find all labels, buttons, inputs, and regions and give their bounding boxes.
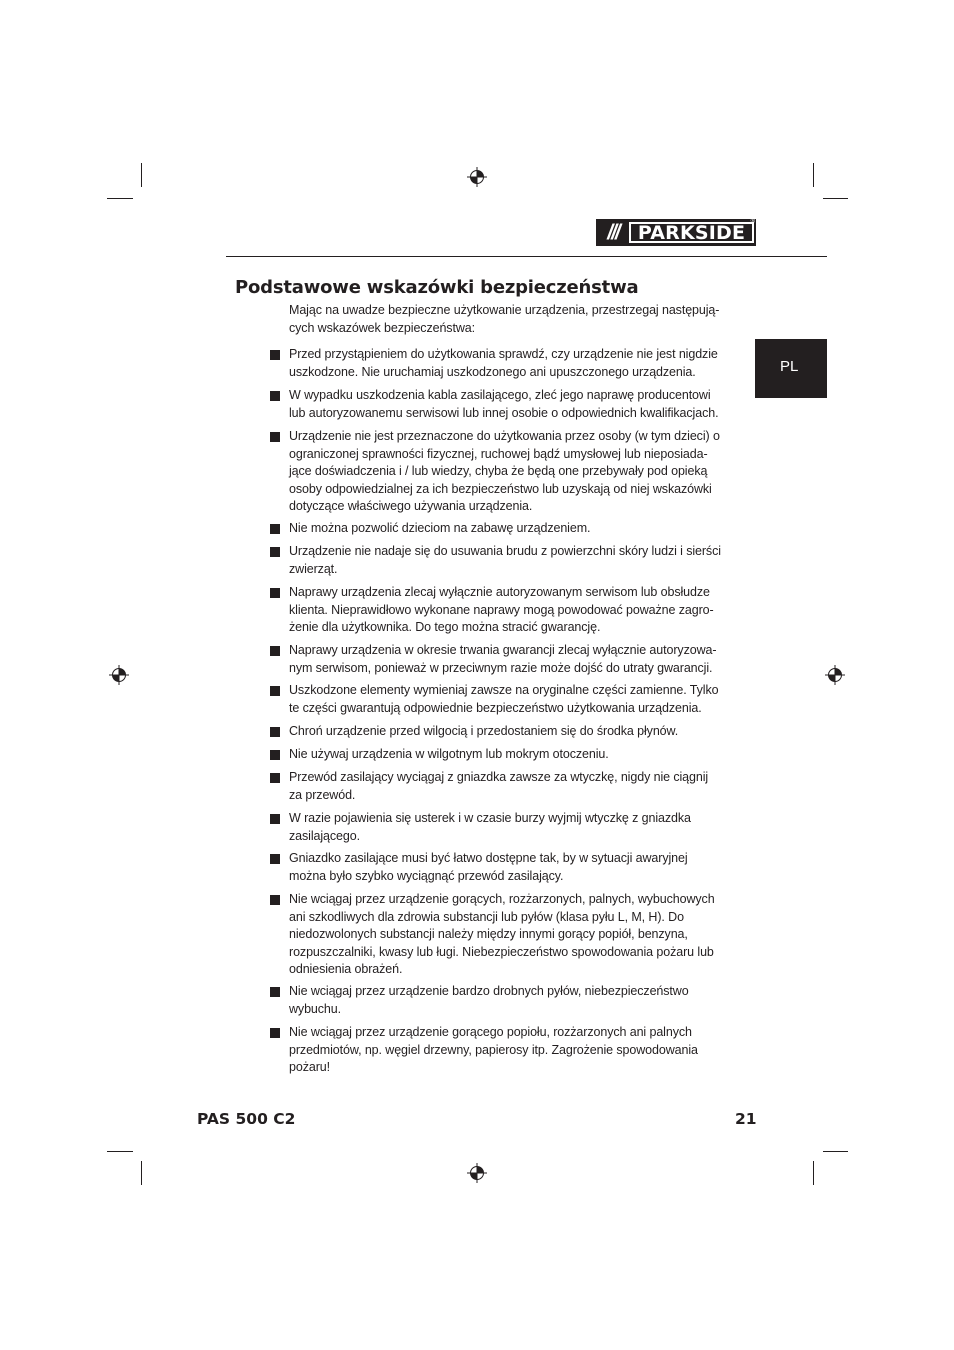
bullet-square-icon xyxy=(270,854,280,864)
list-item-text: Naprawy urządzenia zlecaj wyłącznie autoryzowanym serwisom lub obsłudze klienta. Nieprawidłowo wykonane naprawy mogą powodować poważne zagro- żenie dla użytkownika. Do tego można stracić gwarancję. xyxy=(289,585,714,635)
bullet-square-icon xyxy=(270,814,280,824)
list-item-text: Nie wciągaj przez urządzenie gorących, rozżarzonych, palnych, wybuchowych ani szkodliwych dla zdrowia substancji lub pyłów (klasa pyłu L, M, H). Do niedozwolonych substancji należy między innymi gorący popiół, benzyna, rozpuszczalniki, kwasy lub ługi. Niebezpieczeństwo spowodowania pożaru lub odniesienia obrażeń. xyxy=(289,892,715,977)
bullet-square-icon xyxy=(270,646,280,656)
crop-mark xyxy=(823,198,848,199)
registration-mark-icon xyxy=(109,665,129,685)
list-item-text: Urządzenie nie jest przeznaczone do użytkowania przez osoby (w tym dzieci) o ograniczonej sprawności fizycznej, ruchowej bądź umysłowej lub nieposiada- jące doświadczenia i / lub wiedzy, chyba że będą one przebywały pod opieką osoby odpowiedzialnej za ich bezpieczeństwo lub uzyskają od niej wskazówki dotyczące właściwego używania urządzenia. xyxy=(289,429,720,514)
crop-mark xyxy=(813,1161,814,1185)
language-tab: PL xyxy=(755,339,827,398)
crop-mark xyxy=(107,1151,133,1152)
crop-mark xyxy=(107,198,133,199)
list-item-text: Gniazdko zasilające musi być łatwo dostępne tak, by w sytuacji awaryjnej można było szybko wyciągnąć przewód zasilający. xyxy=(289,851,688,883)
crop-mark xyxy=(813,163,814,187)
list-item-text: Naprawy urządzenia w okresie trwania gwarancji zlecaj wyłącznie autoryzowa- nym serwisom, ponieważ w przeciwnym razie może dojść do utraty gwarancji. xyxy=(289,643,717,675)
list-item-text: Przed przystąpieniem do użytkowania sprawdź, czy urządzenie nie jest nigdzie uszkodzone. Nie uruchamiaj uszkodzonego ani upuszczonego urządzenia. xyxy=(289,347,718,379)
list-item-text: Nie używaj urządzenia w wilgotnym lub mokrym otoczeniu. xyxy=(289,747,609,761)
list-item-text: Nie można pozwolić dzieciom na zabawę urządzeniem. xyxy=(289,521,591,535)
brand-logo xyxy=(596,219,756,246)
intro-paragraph: Mając na uwadze bezpieczne użytkowanie urządzenia, przestrzegaj następują- cych wskazówek bezpieczeństwa: xyxy=(289,303,720,335)
crop-mark xyxy=(141,1161,142,1185)
registered-mark: ® xyxy=(750,219,755,225)
footer-model: PAS 500 C2 xyxy=(197,1110,296,1128)
list-item-text: Przewód zasilający wyciągaj z gniazdka zawsze za wtyczkę, nigdy nie ciągnij za przewód. xyxy=(289,770,709,802)
bullet-square-icon xyxy=(270,547,280,557)
list-item-text: Urządzenie nie nadaje się do usuwania brudu z powierzchni skóry ludzi i sierści zwierząt. xyxy=(289,544,721,576)
list-item-text: W wypadku uszkodzenia kabla zasilającego, zleć jego naprawę producentowi lub autoryzowanemu serwisowi lub innej osobie o odpowiednich kwalifikacjach. xyxy=(289,388,719,420)
registration-mark-icon xyxy=(467,1163,487,1183)
header-rule xyxy=(226,256,827,257)
brand-wordmark-box xyxy=(629,222,754,243)
bullet-square-icon xyxy=(270,686,280,696)
bullet-square-icon xyxy=(270,524,280,534)
list-item-text: Chroń urządzenie przed wilgocią i przedostaniem się do środka płynów. xyxy=(289,724,679,738)
registration-mark-icon xyxy=(467,167,487,187)
list-item-text: Nie wciągaj przez urządzenie bardzo drobnych pyłów, niebezpieczeństwo wybuchu. xyxy=(289,984,689,1016)
brand-name: PARKSIDE xyxy=(637,221,746,244)
crop-mark xyxy=(141,163,142,187)
list-item-text: Uszkodzone elementy wymieniaj zawsze na oryginalne części zamienne. Tylko te części gwarantują odpowiednie bezpieczeństwo użytkowania urządzenia. xyxy=(289,683,719,715)
bullet-square-icon xyxy=(270,987,280,997)
bullet-square-icon xyxy=(270,895,280,905)
crop-mark xyxy=(823,1151,848,1152)
brand-slashes: /// xyxy=(607,220,619,244)
bullet-square-icon xyxy=(270,588,280,598)
bullet-square-icon xyxy=(270,391,280,401)
bullet-square-icon xyxy=(270,350,280,360)
section-title: Podstawowe wskazówki bezpieczeństwa xyxy=(235,277,639,298)
page-number: 21 xyxy=(735,1110,757,1128)
bullet-square-icon xyxy=(270,1028,280,1038)
registration-mark-icon xyxy=(825,665,845,685)
bullet-square-icon xyxy=(270,432,280,442)
bullet-square-icon xyxy=(270,750,280,760)
bullet-square-icon xyxy=(270,773,280,783)
list-item-text: W razie pojawienia się usterek i w czasie burzy wyjmij wtyczkę z gniazdka zasilającego. xyxy=(289,811,691,843)
bullet-square-icon xyxy=(270,727,280,737)
list-item-text: Nie wciągaj przez urządzenie gorącego popiołu, rozżarzonych ani palnych przedmiotów, np. węgiel drzewny, papierosy itp. Zagrożenie spowodowania pożaru! xyxy=(289,1025,698,1075)
